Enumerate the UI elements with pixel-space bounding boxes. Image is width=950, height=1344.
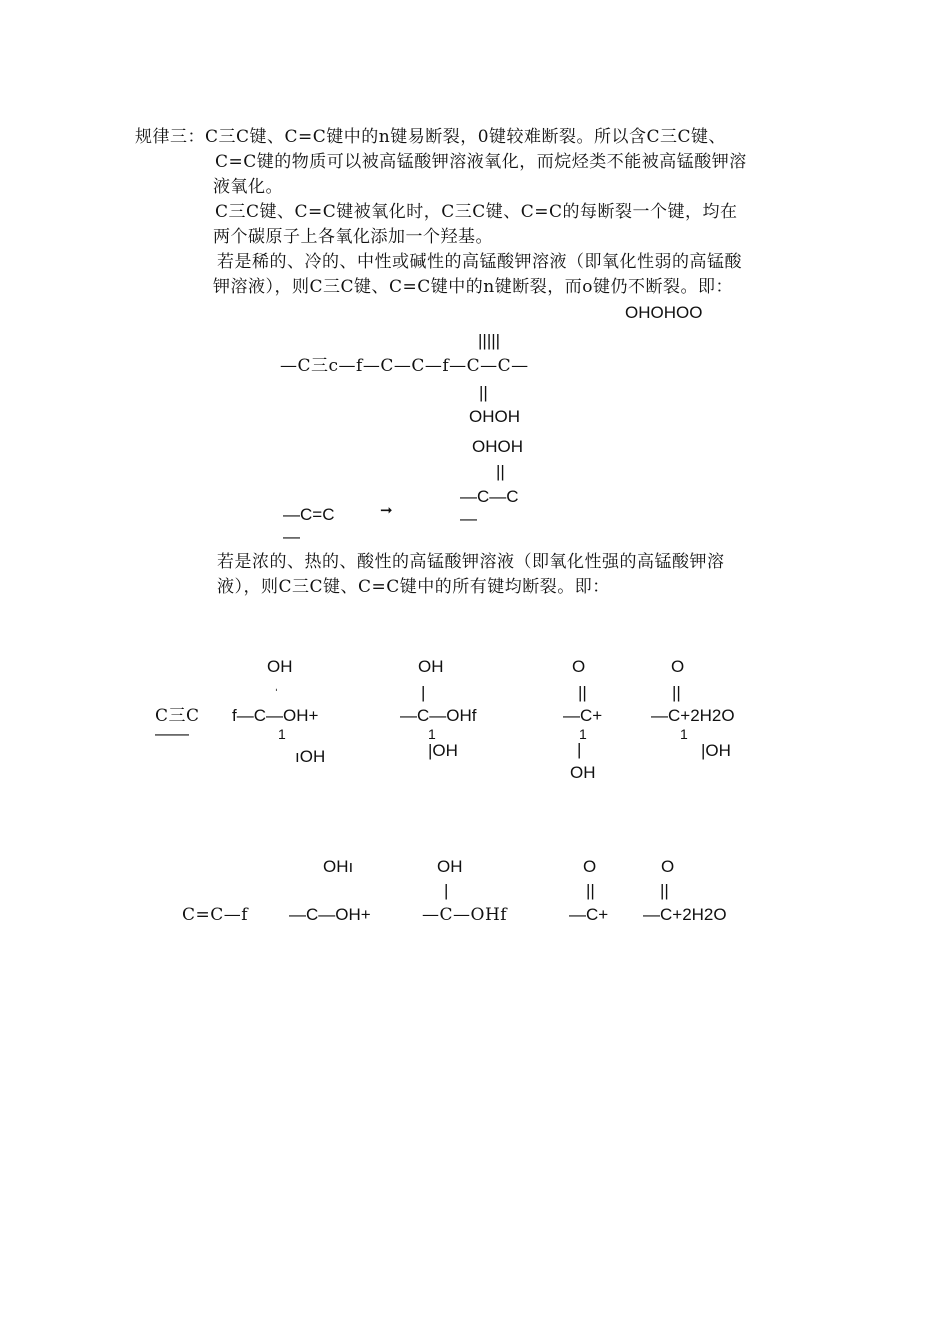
rule-three-line-3: 液氧化。 bbox=[213, 177, 283, 197]
eq4-group2-bar: | bbox=[444, 881, 449, 900]
eq4-group1-top: OHı bbox=[323, 857, 354, 876]
eq3-group4-bottom: |OH bbox=[701, 741, 731, 760]
oxidation-line-2: 两个碳原子上各氧化添加一个羟基。 bbox=[213, 227, 493, 247]
eq3-group2-one: 1 bbox=[428, 726, 436, 742]
concentrated-permanganate-line-2: 液），则C三C键、C=C键中的所有键均断裂。即： bbox=[217, 577, 610, 597]
eq4-group1-main: —C—OH+ bbox=[289, 905, 371, 924]
eq3-group1-bottom: ıOH bbox=[295, 747, 326, 766]
eq4-reactant: C=C—f bbox=[182, 905, 249, 925]
eq3-group2-main: —C—OHf bbox=[400, 706, 477, 725]
eq3-group4-main: —C+2H2O bbox=[651, 706, 735, 725]
eq4-group2-top: OH bbox=[437, 857, 463, 876]
eq4-group3-main: —C+ bbox=[569, 905, 609, 924]
eq3-group4-top: O bbox=[671, 657, 685, 676]
eq3-reactant: C三C bbox=[155, 706, 200, 726]
eq4-group3-bars: || bbox=[586, 881, 595, 900]
rule-three-line-1: 规律三：C三C键、C=C键中的n键易断裂，0键较难断裂。所以含C三C键、 bbox=[135, 127, 727, 147]
eq3-group3-main: —C+ bbox=[563, 706, 603, 725]
eq2-top-groups: OHOH bbox=[472, 437, 523, 456]
eq2-product: —C—C bbox=[460, 487, 519, 506]
eq4-group4-top: O bbox=[661, 857, 675, 876]
eq3-group3-cut-text-clip bbox=[566, 762, 606, 782]
eq3-group3-bars: || bbox=[578, 683, 587, 702]
dilute-permanganate-line-2: 钾溶液），则C三C键、C=C键中的n键断裂，而o键仍不断裂。即： bbox=[213, 277, 733, 297]
eq4-group4-bars: || bbox=[660, 881, 669, 900]
rule-three-line-2: C=C键的物质可以被高锰酸钾溶液氧化，而烷烃类不能被高锰酸钾溶 bbox=[215, 152, 747, 172]
eq2-reactant-dash: — bbox=[283, 527, 300, 546]
eq3-group3-cut-text: OH bbox=[570, 763, 596, 782]
eq3-group3-bar: | bbox=[577, 740, 582, 759]
eq1-top-groups: OHOHOO bbox=[625, 303, 703, 322]
eq4-group3-top: O bbox=[583, 857, 597, 876]
eq4-group4-main: —C+2H2O bbox=[643, 905, 727, 924]
eq3-group1-top: OH bbox=[267, 657, 293, 676]
eq3-group4-bars: || bbox=[672, 683, 681, 702]
eq3-group1-tick: ˈ bbox=[274, 686, 279, 702]
eq2-product-dash: — bbox=[460, 509, 477, 528]
eq3-group1-main: f—C—OH+ bbox=[232, 706, 319, 725]
oxidation-line-1: C三C键、C=C键被氧化时，C三C键、C=C的每断裂一个键，均在 bbox=[215, 202, 738, 222]
eq3-group2-bar: | bbox=[421, 683, 426, 702]
eq1-main-chain: —C三c—f—C—C—f—C—C— bbox=[280, 356, 529, 376]
concentrated-permanganate-line-1: 若是浓的、热的、酸性的高锰酸钾溶液（即氧化性强的高锰酸钾溶 bbox=[217, 552, 725, 572]
eq3-group3-top: O bbox=[572, 657, 586, 676]
eq1-bond-bars-lower: || bbox=[479, 383, 488, 402]
eq3-group2-top: OH bbox=[418, 657, 444, 676]
eq2-reactant: —C=C bbox=[283, 505, 335, 524]
reaction-arrow-icon: ➞ bbox=[380, 501, 393, 519]
eq3-group4-one: 1 bbox=[680, 726, 688, 742]
eq2-bond-bars: || bbox=[496, 462, 505, 481]
eq1-bottom-groups: OHOH bbox=[469, 407, 520, 426]
eq4-group2-main: —C—OHf bbox=[422, 905, 508, 925]
eq3-group2-bottom: |OH bbox=[428, 741, 458, 760]
eq3-group1-one: 1 bbox=[278, 726, 286, 742]
eq3-reactant-underline: —— bbox=[155, 724, 189, 743]
eq1-bond-bars: ||||| bbox=[478, 331, 501, 350]
eq3-group3-one: 1 bbox=[579, 726, 587, 742]
dilute-permanganate-line-1: 若是稀的、冷的、中性或碱性的高锰酸钾溶液（即氧化性弱的高锰酸 bbox=[217, 252, 742, 272]
